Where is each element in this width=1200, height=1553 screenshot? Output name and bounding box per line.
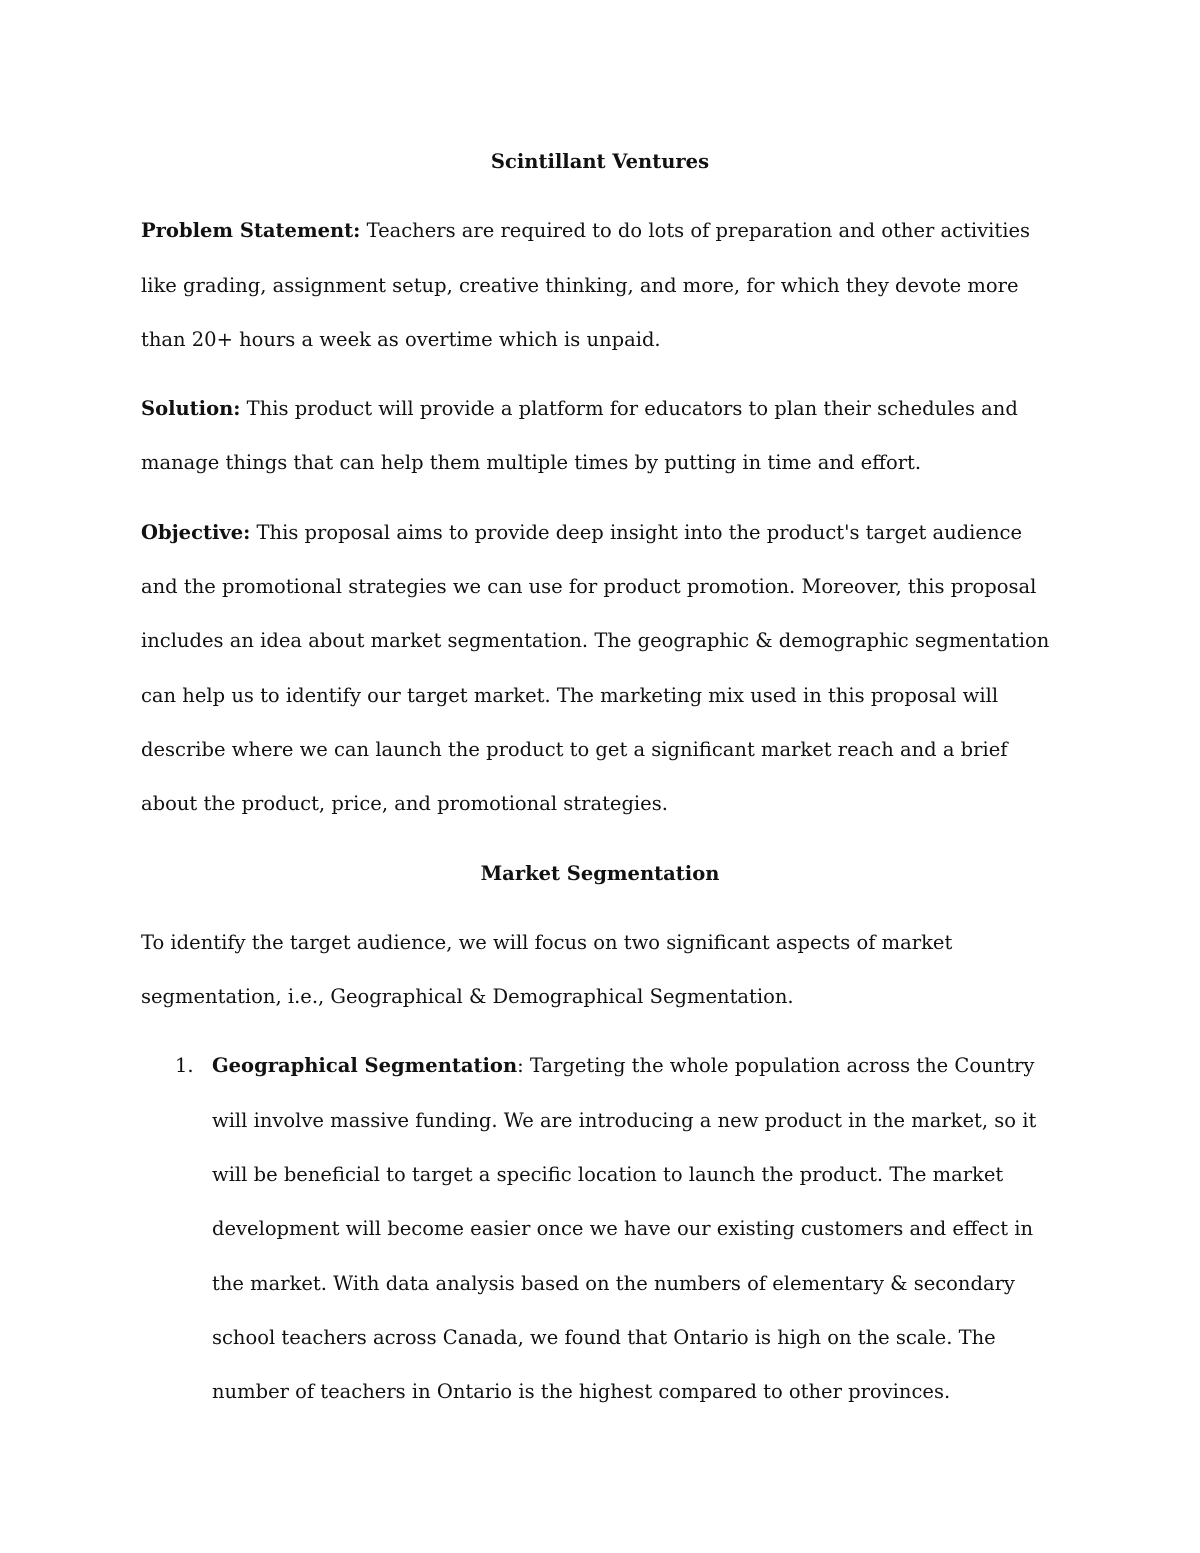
list-item-label: Geographical Segmentation [212,1054,518,1078]
problem-statement-text: Teachers are required to do lots of preparation and other activities like grading, assignment setup, creative thinking, and more, for which they devote more than 20+ hours a week as overtime which is unpaid. [141,219,1031,351]
document-title: Scintillant Ventures [490,150,710,173]
problem-statement-label: Problem Statement: [141,219,361,243]
objective-label: Objective: [141,520,251,544]
market-segmentation-intro: To identify the target audience, we will focus on two significant aspects of market segmentation, i.e., Geographical & Demographical Segmentation. [141,930,953,1009]
list-item-text: : Targeting the whole population across the Country will involve massive funding. We are introducing a new product in the market, so it will be beneficial to target a specific location to launch the product. The market development will become easier once we have our existing customers and effect in the market. With data analysis based on the numbers of elementary & secondary school teachers across Canada, we found that Ontario is high on the scale. The number of teachers in Ontario is the highest compared to other provinces. [212,1054,1037,1404]
solution-text: This product will provide a platform for educators to plan their schedules and manage things that can help them multiple times by putting in time and effort. [141,397,1018,475]
list-item [141,1039,1059,1419]
document-body [141,135,1059,1420]
problem-statement-paragraph [141,204,1059,367]
market-segmentation-heading: Market Segmentation [480,861,720,885]
objective-paragraph [141,506,1059,832]
solution-paragraph [141,382,1059,491]
objective-text: This proposal aims to provide deep insight into the product's target audience and the promotional strategies we can use for product promotion. Moreover, this proposal includes an idea about market segmentation. The geographic & demographic segmentation can help us to identify our target market. The marketing mix used in this proposal will describe where we can launch the product to get a significant market reach and a brief about the product, price, and promotional strategies. [141,520,1050,816]
solution-label: Solution: [141,397,241,421]
segmentation-list [141,1039,1059,1419]
list-item-number: 1. [175,1054,194,1078]
